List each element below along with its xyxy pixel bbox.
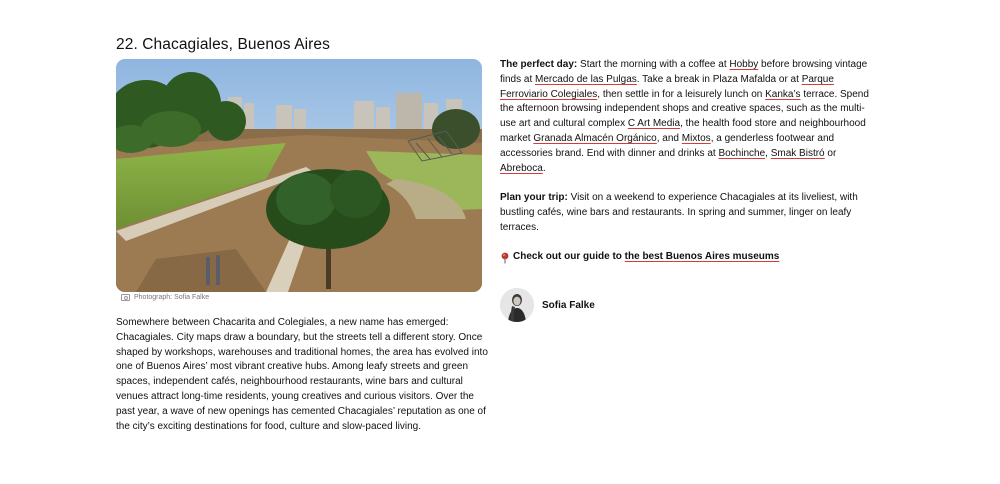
link-bochinche[interactable]: Bochinche: [718, 147, 766, 159]
text-run: .: [542, 162, 546, 174]
text-run: , then settle in for a leisurely lunch on: [597, 88, 766, 100]
link-kanka[interactable]: Kanka’s: [765, 88, 801, 100]
guide-callout: [500, 250, 872, 265]
author-name[interactable]: Sofia Falke: [542, 299, 595, 311]
plan-trip-text: Visit on a weekend to experience Chacagiales at its liveliest, with bustling cafés, wine bars and restaurants. In spring and summer, linger on leafy terraces.: [500, 192, 858, 233]
link-granada-almacen[interactable]: Granada Almacén Orgánico: [533, 132, 657, 144]
article-intro: Somewhere between Chacarita and Colegiales, a new name has emerged: Chacagiales. City maps draw a boundary, but the streets tell a different story. Once shaped by workshops, warehouses and traditional homes, the area has evolved into one of Buenos Aires’ most vibrant creative hubs. Among leafy streets and green spaces, independent cafés, neighbourhood restaurants, wine bars and cultural venues attract long-time residents, young creatives and curious visitors. Over the past year, a wave of new openings has cemented Chacagiales’ reputation as one of the city’s exciting destinations for food, culture and slow-paced living.: [116, 317, 488, 432]
link-smak-bistro[interactable]: Smak Bistró: [770, 147, 825, 159]
link-parque-ferroviario[interactable]: Parque Ferroviario Colegiales: [500, 73, 834, 100]
text-run: Start the morning with a coffee at: [577, 59, 730, 70]
text-run: . Take a break in Plaza Mafalda or at: [636, 73, 802, 85]
author-byline[interactable]: [500, 288, 595, 322]
plan-trip-paragraph: [500, 191, 872, 235]
link-best-museums[interactable]: the best Buenos Aires museums: [624, 251, 780, 263]
article-heading: 22. Chacagiales, Buenos Aires: [116, 36, 331, 53]
link-c-art-media[interactable]: C Art Media: [627, 118, 681, 130]
link-hobby[interactable]: Hobby: [729, 59, 759, 70]
photo-credit-text: Photograph: Sofia Falke: [134, 294, 210, 301]
text-run: ,: [765, 147, 771, 159]
map-pin-icon: [500, 252, 510, 264]
text-run: , and: [656, 132, 682, 144]
photo-credit: [121, 294, 209, 301]
text-run: terrace. Spend the afternoon browsing independent shops and creative spaces, such as the multi-use art and cultural complex: [500, 88, 869, 130]
perfect-day-paragraph: [500, 58, 872, 176]
guide-text: Check out our guide to: [513, 251, 625, 263]
text-run: , the health food store and neighbourhood market: [500, 118, 866, 144]
text-run: , a genderless footwear and accessories brand. End with dinner and drinks at: [500, 132, 835, 159]
plan-trip-label: Plan your trip:: [500, 192, 568, 204]
text-run: or: [824, 147, 837, 159]
text-run: before browsing vintage finds at: [500, 59, 868, 85]
camera-icon: [121, 294, 130, 301]
link-mixtos[interactable]: Mixtos: [681, 132, 711, 144]
avatar[interactable]: [500, 288, 534, 322]
article-photo: [116, 59, 482, 292]
right-column: [500, 58, 872, 265]
link-mercado-de-las-pulgas[interactable]: Mercado de las Pulgas: [535, 73, 637, 85]
perfect-day-label: The perfect day:: [500, 59, 578, 70]
link-abreboca[interactable]: Abreboca: [500, 162, 543, 174]
